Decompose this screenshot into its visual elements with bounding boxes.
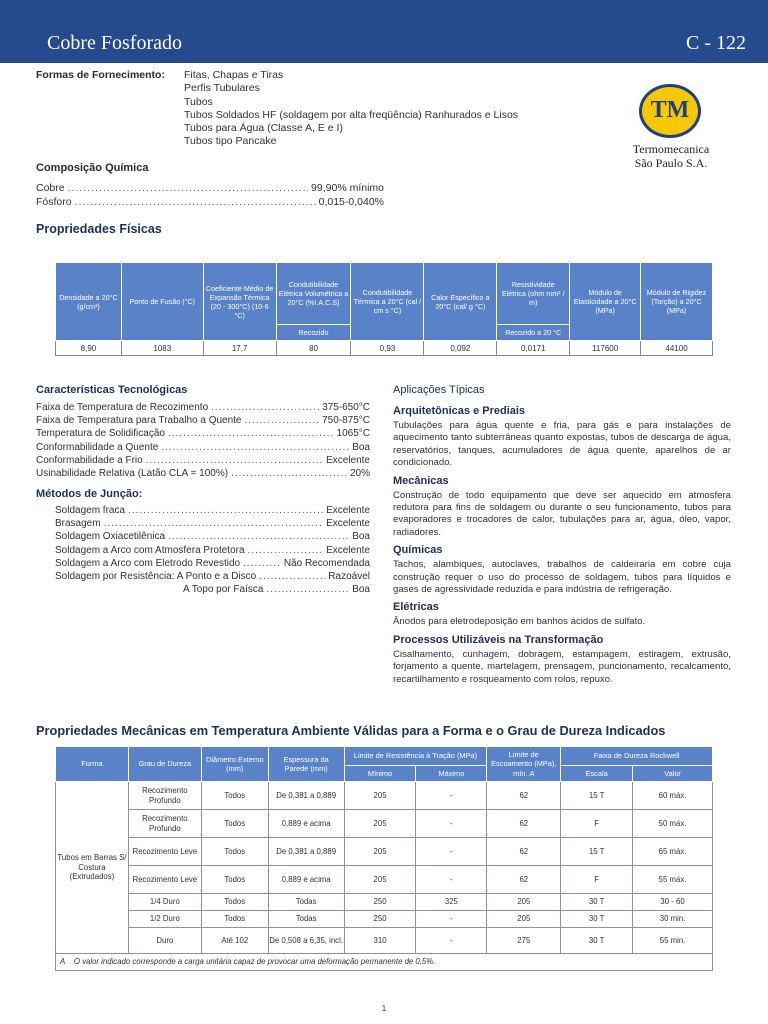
joining-row: Soldagem a Arco com Atmosfera Protetora ..... Excelente bbox=[55, 544, 370, 557]
joining-row: Soldagem a Arco com Eletrodo Revestido ..... Não Recomendada bbox=[55, 557, 370, 570]
mech-cell: - bbox=[416, 838, 487, 866]
supply-item: Tubos bbox=[184, 95, 213, 108]
supply-list bbox=[184, 69, 518, 149]
mech-cell: Todos bbox=[201, 894, 268, 911]
mech-header-tracao: Limite de Resistência à Tração (MPa) bbox=[344, 747, 487, 766]
tech-row: Faixa de Temperatura para Trabalho a Quente ..... 750-875°C bbox=[36, 414, 370, 427]
mech-header-valor: Valor bbox=[633, 766, 713, 782]
mech-cell: 1/4 Duro bbox=[128, 894, 201, 911]
mech-cell: 0,889 e acima bbox=[268, 810, 344, 838]
app-text: Tubulações para água quente e fria, para gás e para instalações de aquecimento tanto subterrâneas quanto expostas, tubos de descarga de água, reservatórios, tanques, acumuladores de água quente, aparelhos de ar condicionado. bbox=[393, 420, 731, 469]
joining-row: Soldagem Oxiacetilênica ..... Boa bbox=[55, 530, 370, 543]
mech-cell: Todos bbox=[201, 866, 268, 894]
mech-cell: 205 bbox=[487, 894, 561, 911]
mech-cell: 275 bbox=[487, 928, 561, 954]
mech-cell: 30 - 60 bbox=[633, 894, 713, 911]
mech-header-espessura: Espessura da Parede (mm) bbox=[268, 747, 344, 782]
app-heading: Arquitetônicas e Prediais bbox=[393, 405, 526, 417]
mech-cell: Até 102 bbox=[201, 928, 268, 954]
mechanical-title: Propriedades Mecânicas em Temperatura Ambiente Válidas para a Forma e o Grau de Dureza Indicados bbox=[36, 723, 666, 738]
logo-mark: TM bbox=[650, 97, 690, 123]
mech-header-minimo: Mínimo bbox=[344, 766, 416, 782]
physical-header: Condutibilidade Elétrica Volumétrica a 20°C (%I.A.C.S) bbox=[276, 263, 351, 325]
applications-title: Aplicações Típicas bbox=[393, 384, 485, 396]
mech-cell: Recozimento Leve bbox=[128, 866, 201, 894]
mech-footnote bbox=[56, 954, 713, 971]
physical-header: Densidade a 20°C (g/cm³) bbox=[56, 263, 122, 341]
mech-cell: Todos bbox=[201, 838, 268, 866]
joining-row: Brasagem ..... Excelente bbox=[55, 517, 370, 530]
company-name bbox=[610, 142, 732, 170]
mech-cell: 0,889 e acima bbox=[268, 866, 344, 894]
tech-row: Temperatura de Solidificação ..... 1065°C bbox=[36, 427, 370, 440]
supply-item: Tubos tipo Pancake bbox=[184, 135, 277, 148]
physical-header: Módulo de Elasticidade a 20°C (MPa) bbox=[570, 263, 641, 341]
mech-header-grau: Grau de Dureza bbox=[128, 747, 201, 782]
mech-cell: De 0,381 a 0,889 bbox=[268, 838, 344, 866]
mech-cell: Todos bbox=[201, 810, 268, 838]
physical-header: Condutibilidade Térmica a 20°C (cal / cm s °C) bbox=[351, 263, 424, 341]
joining-list bbox=[55, 504, 370, 596]
app-heading: Elétricas bbox=[393, 601, 439, 614]
mech-cell: De 0,508 a 6,35, incl. bbox=[268, 928, 344, 954]
composition-row: Cobre ..... 99,90% mínimo bbox=[36, 181, 384, 195]
app-text: Ânodos para eletrodeposição em banhos ácidos de sulfato. bbox=[393, 616, 646, 628]
mech-cell: 205 bbox=[344, 838, 416, 866]
physical-value: 1083 bbox=[121, 341, 203, 356]
mech-cell: 62 bbox=[487, 810, 561, 838]
physical-subheader: Recozido a 20 °C bbox=[497, 325, 570, 341]
physical-header: Resistividade Elétrica (ohm mm² / m) bbox=[497, 263, 570, 325]
mech-cell: 62 bbox=[487, 866, 561, 894]
supply-item: Perfis Tubulares bbox=[184, 82, 260, 95]
mech-cell: Todos bbox=[201, 911, 268, 928]
mech-cell: De 0,381 a 0,889 bbox=[268, 782, 344, 810]
mech-cell: - bbox=[416, 911, 487, 928]
mech-cell: Todas bbox=[268, 911, 344, 928]
mech-cell: 65 máx. bbox=[633, 838, 713, 866]
company-name-line2: São Paulo S.A. bbox=[634, 156, 708, 170]
physical-value: 80 bbox=[276, 341, 351, 356]
physical-header: Calor Específico a 20°C (cal/ g °C) bbox=[424, 263, 497, 341]
tech-row: Conformabilidade a Frio ..... Excelente bbox=[36, 454, 370, 467]
supply-item: Tubos para Água (Classe A, E e I) bbox=[184, 122, 343, 135]
tech-row: Faixa de Temperatura de Recozimento ..... 375-650°C bbox=[36, 401, 370, 414]
mech-cell: Todas bbox=[268, 894, 344, 911]
app-heading: Mecânicas bbox=[393, 474, 449, 487]
mechanical-properties-table bbox=[55, 746, 713, 971]
mech-cell: 310 bbox=[344, 928, 416, 954]
mech-cell: 30 min. bbox=[633, 911, 713, 928]
applications-column bbox=[393, 384, 731, 686]
mech-cell: - bbox=[416, 928, 487, 954]
mech-cell: 30 T bbox=[561, 911, 633, 928]
mech-cell: 250 bbox=[344, 894, 416, 911]
mech-cell: 205 bbox=[487, 911, 561, 928]
composition-list bbox=[36, 181, 384, 209]
mech-cell: 325 bbox=[416, 894, 487, 911]
mech-cell: 60 máx. bbox=[633, 782, 713, 810]
physical-value: 8,90 bbox=[56, 341, 122, 356]
tech-title: Características Tecnológicas bbox=[36, 384, 188, 396]
composition-title: Composição Química bbox=[36, 162, 149, 174]
mech-cell: 250 bbox=[344, 911, 416, 928]
physical-value: 17,7 bbox=[203, 341, 276, 356]
joining-row: A Topo por Faísca ..... Boa bbox=[55, 583, 370, 596]
physical-properties-table bbox=[55, 262, 713, 356]
mech-cell: 1/2 Duro bbox=[128, 911, 201, 928]
physical-subheader: Recozido bbox=[276, 325, 351, 341]
mech-cell: 55 min. bbox=[633, 928, 713, 954]
mech-header-escoamento: Limite de Escoamento (MPa), mín. A bbox=[487, 747, 561, 782]
physical-header: Coeficiente Médio de Expansão Térmica (20 - 300°C) (10-6 °C) bbox=[203, 263, 276, 341]
tech-row: Usinabilidade Relativa (Latão CLA = 100%) ..... 20% bbox=[36, 467, 370, 480]
document-code: C - 122 bbox=[686, 32, 746, 54]
mech-header-escala: Escala bbox=[561, 766, 633, 782]
mech-cell: F bbox=[561, 810, 633, 838]
company-name-line1: Termomecanica bbox=[632, 142, 710, 156]
footnote-text: O valor indicado corresponde a carga unitária capaz de provocar uma deformação permanente de 0,5%. bbox=[73, 957, 436, 967]
mech-cell: 205 bbox=[344, 810, 416, 838]
app-text: Cisalhamento, cunhagem, dobragem, estampagem, estiragem, extrusão, forjamento a quente, martelagem, prensagem, puncionamento, recalcamento, recartilhamento e rosqueamento com rolos, repuxo. bbox=[393, 648, 731, 685]
company-logo bbox=[639, 84, 701, 138]
app-heading: Químicas bbox=[393, 544, 443, 557]
mech-header-forma: Forma bbox=[56, 747, 129, 782]
footnote-marker: A bbox=[60, 957, 66, 967]
supply-label: Formas de Fornecimento: bbox=[36, 69, 165, 81]
mech-cell: 205 bbox=[344, 782, 416, 810]
mech-cell: 15 T bbox=[561, 782, 633, 810]
app-heading: Processos Utilizáveis na Transformação bbox=[393, 633, 604, 646]
mech-cell: Duro bbox=[128, 928, 201, 954]
mech-note-marker: A bbox=[529, 768, 535, 778]
app-text: Construção de todo equipamento que deve ser aquecido em atmosfera redutora para fins de soldagem ou durante o seu funcionamento, tubos para evaporadores e trocadores de calor, tubulações para ar, água, óleo, vapor, radiadores. bbox=[393, 489, 731, 538]
mech-cell: 50 máx. bbox=[633, 810, 713, 838]
tech-row: Conformabilidade a Quente ..... Boa bbox=[36, 441, 370, 454]
physical-header: Módulo de Rigidez (Torção) a 20°C (MPa) bbox=[641, 263, 713, 341]
supply-item: Tubos Soldados HF (soldagem por alta freqüência) Ranhurados e Lisos bbox=[184, 108, 519, 121]
joining-row: Soldagem por Resistência: A Ponto e a Disco ..... Razoável bbox=[55, 570, 370, 583]
physical-value: 0,93 bbox=[351, 341, 424, 356]
mech-cell: 205 bbox=[344, 866, 416, 894]
document-title: Cobre Fosforado bbox=[47, 32, 182, 54]
physical-value: 44100 bbox=[641, 341, 713, 356]
joining-row: Soldagem fraca ..... Excelente bbox=[55, 504, 370, 517]
mech-forma-cell: Tubos em Barras S/ Costura (Extrudados) bbox=[56, 782, 129, 954]
joining-title: Métodos de Junção: bbox=[36, 488, 143, 500]
tech-list bbox=[36, 401, 370, 480]
mech-header-maximo: Máximo bbox=[416, 766, 487, 782]
mech-header-rockwell: Faixa de Dureza Rockwell bbox=[561, 747, 713, 766]
app-text: Tachos, alambiques, autoclaves, trabalhos de caldeiraria em cobre cuja construção requer o uso do processo de soldagem, tubos para líquidos e gases de agressividade reduzida e para indústria de refrigeração. bbox=[393, 559, 731, 596]
mech-cell: 62 bbox=[487, 838, 561, 866]
page-number: 1 bbox=[381, 1004, 387, 1013]
mech-cell: 62 bbox=[487, 782, 561, 810]
physical-value: 117600 bbox=[570, 341, 641, 356]
mech-cell: 30 T bbox=[561, 894, 633, 911]
header-bar bbox=[0, 0, 768, 63]
physical-value: 0,092 bbox=[424, 341, 497, 356]
physical-title: Propriedades Físicas bbox=[36, 222, 162, 236]
mech-cell: Recozimento Leve bbox=[128, 838, 201, 866]
composition-row: Fósforo ..... 0,015-0,040% bbox=[36, 195, 384, 209]
mech-cell: - bbox=[416, 810, 487, 838]
mech-cell: 55 máx. bbox=[633, 866, 713, 894]
mech-cell: - bbox=[416, 782, 487, 810]
mech-cell: F bbox=[561, 866, 633, 894]
mech-cell: 30 T bbox=[561, 928, 633, 954]
physical-header: Ponto de Fusão (°C) bbox=[121, 263, 203, 341]
mech-cell: - bbox=[416, 866, 487, 894]
mech-cell: Todos bbox=[201, 782, 268, 810]
mech-cell: 15 T bbox=[561, 838, 633, 866]
mech-header-diametro: Diâmetro Externo (mm) bbox=[201, 747, 268, 782]
mech-cell: Recozimento Profundo bbox=[128, 810, 201, 838]
mech-cell: Recozimento Profundo bbox=[128, 782, 201, 810]
physical-value: 0,0171 bbox=[497, 341, 570, 356]
supply-item: Fitas, Chapas e Tiras bbox=[184, 69, 284, 81]
